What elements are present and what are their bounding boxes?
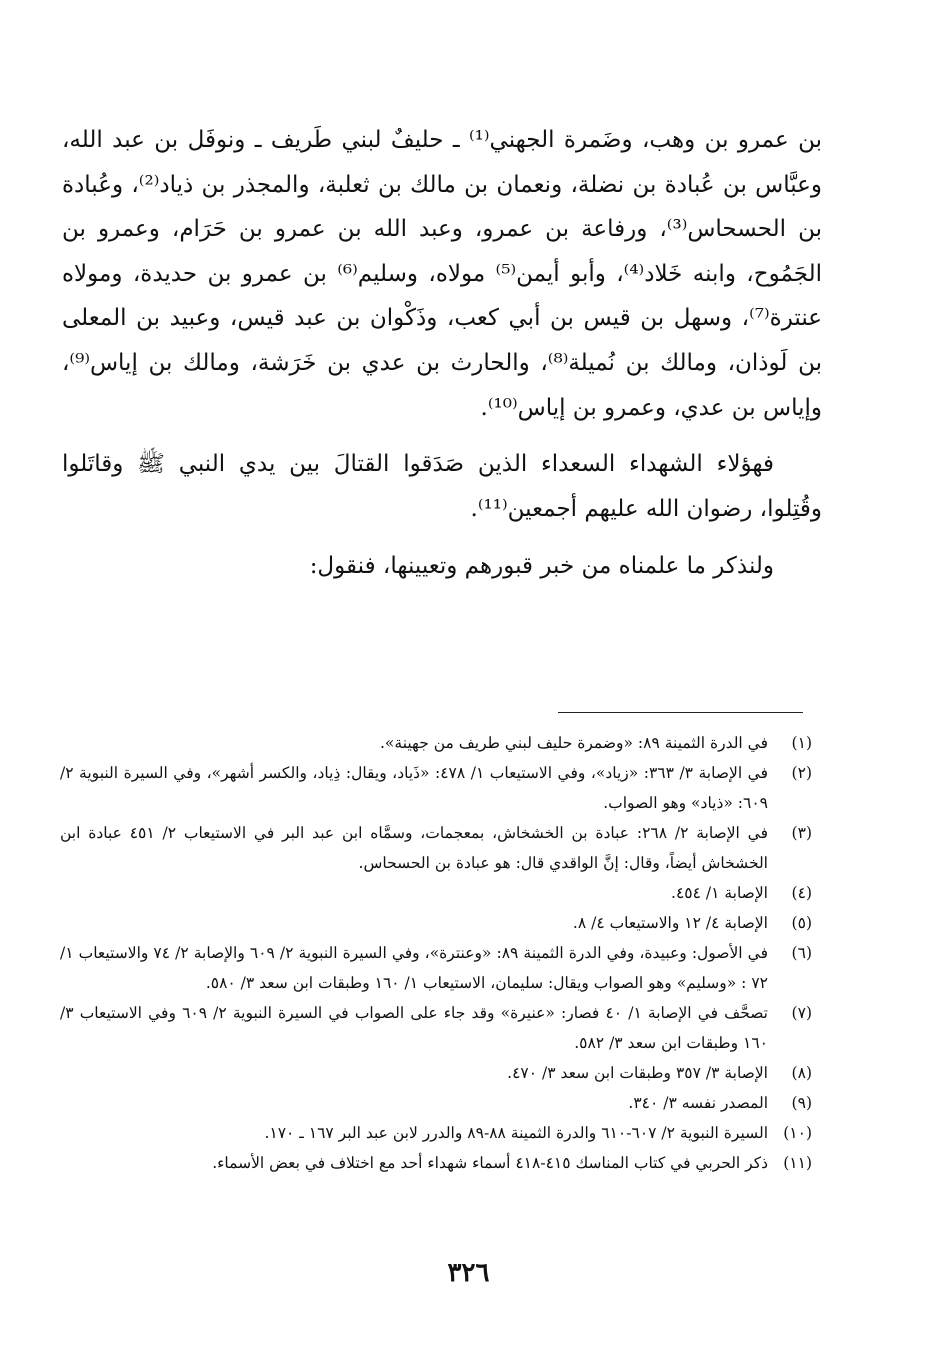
paragraph-graves-intro: ولنذكر ما علمناه من خبر قبورهم وتعيينها، فنقول: bbox=[309, 553, 774, 579]
footnote-number: (٨) bbox=[791, 1064, 812, 1082]
footnote bbox=[60, 758, 812, 818]
footnote-text: في الإصابة ٣/ ٣٦٣: «زياد»، وفي الاستيعاب ١/ ٤٧٨: «ذَياد، ويقال: ذِياد، والكسر أشهر»، وفي السيرة النبوية ٢/ ٦٠٩: «ذياد» وهو الصواب. bbox=[60, 764, 768, 812]
page-number: ٣٢٦ bbox=[447, 1258, 490, 1288]
footnote-number: (٥) bbox=[791, 914, 812, 932]
footnote-text: الإصابة ٤/ ١٢ والاستيعاب ٤/ ٨. bbox=[572, 914, 768, 932]
footnote-text: الإصابة ١/ ٤٥٤. bbox=[671, 884, 768, 902]
footnotes-list bbox=[60, 728, 812, 1178]
footnote-number: (١) bbox=[791, 734, 812, 752]
footnote-text: الإصابة ٣/ ٣٥٧ وطبقات ابن سعد ٣/ ٤٧٠. bbox=[507, 1064, 768, 1082]
footnote bbox=[60, 908, 812, 938]
footnote-number: (٢) bbox=[791, 764, 812, 782]
footnote bbox=[60, 818, 812, 878]
footnote-text: في الدرة الثمينة ٨٩: «وضمرة حليف لبني طريف من جهينة». bbox=[379, 734, 768, 752]
footnote-number: (٤) bbox=[791, 884, 812, 902]
footnote-number: (٦) bbox=[791, 944, 812, 962]
footnote-text: في الأصول: وعبيدة، وفي الدرة الثمينة ٨٩: «وعنترة»، وفي السيرة النبوية ٢/ ٦٠٩ والإصابة ٢/ ٧٤ والاستيعاب ١/ ٧٢ : «وسليم» وهو الصواب ويقال: سليمان، الاستيعاب ١/ ١٦٠ وطبقات ابن سعد ٣/ ٥٨٠. bbox=[60, 944, 768, 992]
footnote-number: (١١) bbox=[783, 1154, 812, 1172]
footnote-text: ذكر الحربي في كتاب المناسك ٤١٥-٤١٨ أسماء شهداء أحد مع اختلاف في بعض الأسماء. bbox=[212, 1154, 768, 1172]
footnote bbox=[60, 1058, 812, 1088]
footnote-text: السيرة النبوية ٢/ ٦٠٧-٦١٠ والدرة الثمينة ٨٨-٨٩ والدرر لابن عبد البر ١٦٧ ـ ١٧٠. bbox=[264, 1124, 768, 1142]
paragraph-martyrs-conclusion: فهؤلاء الشهداء السعداء الذين صَدَقوا القتالَ بين يدي النبي ﷺ وقاتَلوا وقُتِلوا، رضوان الله عليهم أجمعين⁽¹¹⁾. bbox=[62, 451, 822, 522]
footnote-number: (٩) bbox=[791, 1094, 812, 1112]
footnote bbox=[60, 1118, 812, 1148]
footnote bbox=[60, 1148, 812, 1178]
footnote-number: (١٠) bbox=[783, 1124, 812, 1142]
footnote-text: تصحَّف في الإصابة ١/ ٤٠ فصار: «عنيرة» وقد جاء على الصواب في السيرة النبوية ٢/ ٦٠٩ وفي الاستيعاب ٣/ ١٦٠ وطبقات ابن سعد ٣/ ٥٨٢. bbox=[60, 1004, 768, 1052]
footnote-text: المصدر نفسه ٣/ ٣٤٠. bbox=[628, 1094, 768, 1112]
footnote bbox=[60, 1088, 812, 1118]
footnote-number: (٧) bbox=[791, 1004, 812, 1022]
footnote-separator bbox=[558, 712, 803, 713]
footnote bbox=[60, 938, 812, 998]
footnote-text: في الإصابة ٢/ ٢٦٨: عبادة بن الخشخاش، بمعجمات، وسمَّاه ابن عبد البر في الاستيعاب ٢/ ٤٥١ عبادة ابن الخشخاش أيضاً، وقال: إنَّ الواقدي قال: هو عبادة بن الحسحاس. bbox=[60, 824, 768, 872]
footnote bbox=[60, 878, 812, 908]
paragraph-martyrs-list: بن عمرو بن وهب، وضَمرة الجهني⁽¹⁾ ـ حليفٌ لبني طَريف ـ ونوفَل بن عبد الله، وعبَّاس بن عُبادة بن نضلة، ونعمان بن مالك بن ثعلبة، والمجذر بن ذياد⁽²⁾، وعُبادة بن الحسحاس⁽³⁾، ورفاعة بن عمرو، وعبد الله بن عمرو بن حَرَام، وعمرو بن الجَمُوح، وابنه خَلاد⁽⁴⁾، وأبو أيمن⁽⁵⁾ مولاه، وسليم⁽⁶⁾ بن عمرو بن حديدة، ومولاه عنترة⁽⁷⁾، وسهل بن قيس بن أبي كعب، وذَكْوان بن عبد قيس، وعبيد بن المعلى بن لَوذان، ومالك بن نُميلة⁽⁸⁾، والحارث بن عدي بن خَرَشة، ومالك بن إياس⁽⁹⁾، وإياس بن عدي، وعمرو بن إياس⁽¹⁰⁾. bbox=[62, 127, 822, 421]
footnote-number: (٣) bbox=[791, 824, 812, 842]
footnote bbox=[60, 998, 812, 1058]
footnote bbox=[60, 728, 812, 758]
